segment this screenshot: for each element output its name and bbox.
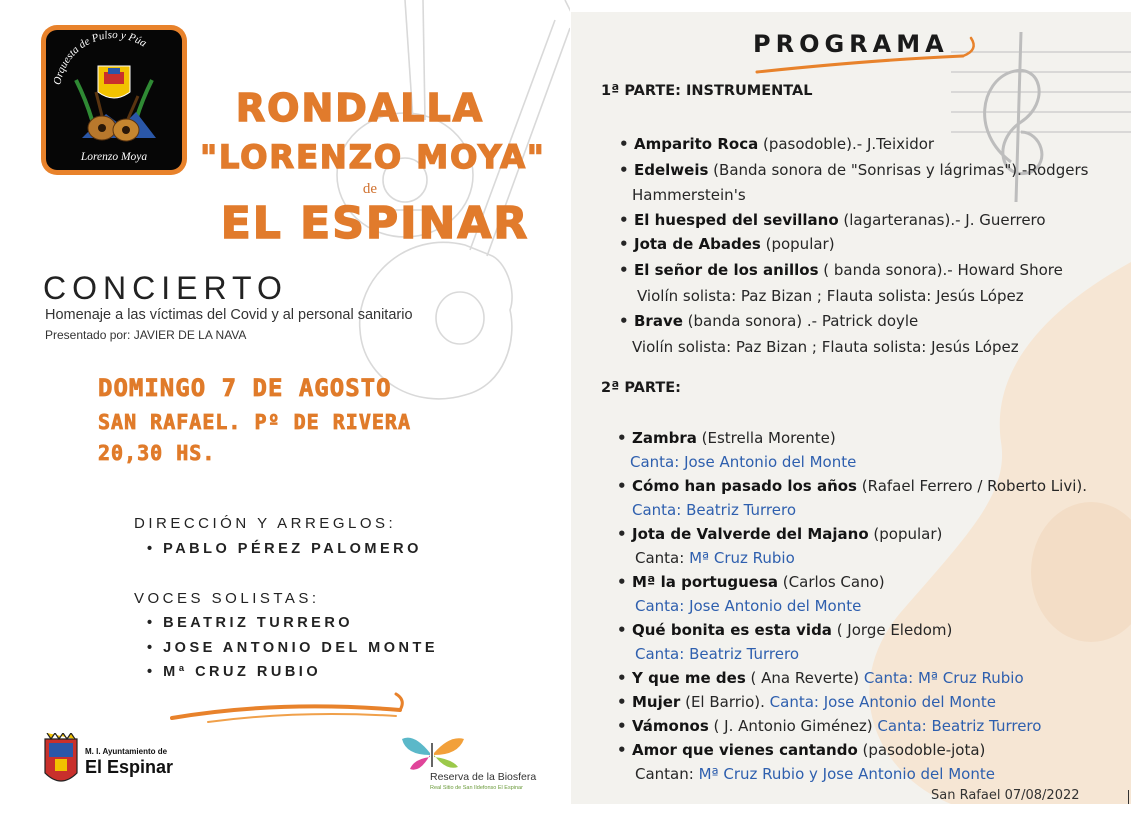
program-item-singer: Canta: Beatriz Turrero: [632, 501, 797, 519]
program-item: • Brave (banda sonora) .- Patrick doyle: [619, 312, 919, 330]
program-item-singer: Canta: Beatriz Turrero: [635, 645, 800, 663]
biosphere-title: Reserva de la Biosfera: [430, 771, 537, 783]
program-item: • Amor que vienes cantando (pasodoble-jota): [617, 741, 986, 759]
program-item-singer: Canta: Mª Cruz Rubio: [635, 549, 795, 567]
concert-tribute: Homenaje a las víctimas del Covid y al personal sanitario: [45, 307, 413, 323]
text-cursor-icon: [1128, 790, 1129, 804]
program-item: • Mª la portuguesa (Carlos Cano): [617, 573, 885, 591]
orchestra-logo: [41, 25, 187, 175]
program-item: • Edelweis (Banda sonora de "Sonrisas y lágrimas").-Rodgers: [619, 161, 1089, 179]
program-panel: [571, 12, 1131, 804]
poster-left-panel: [0, 0, 570, 814]
program-item-continuation: Violín solista: Paz Bizan ; Flauta solista: Jesús López: [632, 338, 1019, 356]
orchestra-emblem-icon: [46, 30, 182, 170]
program-item-singer: Canta: Jose Antonio del Monte: [630, 453, 857, 471]
date-day: DOMINGO 7 DE AGOSTO: [98, 374, 392, 402]
logo-arc-text: Orquesta de Pulso y Púa: [51, 30, 149, 86]
title-line-de: de: [362, 181, 378, 197]
soloist-name: • Mª CRUZ RUBIO: [147, 664, 322, 680]
program-item: • Cómo han pasado los años (Rafael Ferrero / Roberto Livi).: [617, 477, 1087, 495]
program-item: • Jota de Abades (popular): [619, 235, 835, 253]
part-one-title: 1ª PARTE: INSTRUMENTAL: [601, 83, 813, 99]
program-item-singer: Cantan: Mª Cruz Rubio y Jose Antonio del Monte: [635, 765, 995, 783]
program-item-continuation: Hammerstein's: [632, 186, 746, 204]
logo-bottom-text: Lorenzo Moya: [80, 151, 148, 163]
butterfly-icon: [400, 733, 470, 773]
soloist-name: • JOSE ANTONIO DEL MONTE: [147, 640, 439, 656]
program-item-singer: Canta: Jose Antonio del Monte: [635, 597, 862, 615]
program-item: • Qué bonita es esta vida ( Jorge Eledom): [617, 621, 953, 639]
date-place: SAN RAFAEL. Pº DE RIVERA: [98, 410, 411, 434]
date-time: 20,30 HS.: [98, 441, 216, 465]
program-item-continuation: Violín solista: Paz Bizan ; Flauta solista: Jesús López: [637, 287, 1024, 305]
concert-presenter: Presentado por: JAVIER DE LA NAVA: [45, 328, 247, 342]
soloist-name: • BEATRIZ TURRERO: [147, 615, 354, 631]
title-line-el-espinar: EL ESPINAR: [220, 198, 530, 249]
title-line-lorenzo-moya: "LORENZO MOYA": [200, 138, 546, 176]
biosphere-subtitle: Real Sitio de San Ildefonso El Espinar: [430, 785, 523, 791]
concert-heading: CONCIERTO: [43, 270, 288, 306]
program-item: • El señor de los anillos ( banda sonora).- Howard Shore: [619, 261, 1063, 279]
biosphere-reserve-logo: [400, 733, 535, 795]
program-item: • Amparito Roca (pasodoble).- J.Teixidor: [619, 135, 935, 153]
program-item: • Vámonos ( J. Antonio Giménez) Canta: Beatriz Turrero: [617, 717, 1042, 735]
part-two-title: 2ª PARTE:: [601, 380, 681, 396]
director-name: • PABLO PÉREZ PALOMERO: [147, 541, 422, 557]
program-item: • Y que me des ( Ana Reverte) Canta: Mª Cruz Rubio: [617, 669, 1024, 687]
program-heading: PROGRAMA: [753, 30, 949, 58]
direction-label: DIRECCIÓN Y ARREGLOS:: [134, 515, 397, 532]
orange-swoosh-divider: [168, 692, 408, 728]
title-line-rondalla: RONDALLA: [235, 86, 485, 130]
town-hall-name: El Espinar: [85, 757, 174, 777]
program-item: • Jota de Valverde del Majano (popular): [617, 525, 943, 543]
program-item: • Mujer (El Barrio). Canta: Jose Antonio del Monte: [617, 693, 997, 711]
soloists-label: VOCES SOLISTAS:: [134, 590, 320, 607]
town-hall-logo: [43, 733, 203, 793]
town-shield-icon: [43, 733, 79, 789]
program-item: • Zambra (Estrella Morente): [617, 429, 836, 447]
town-hall-label: M. I. Ayuntamiento de: [85, 747, 168, 756]
program-item: • El huesped del sevillano (lagarteranas).- J. Guerrero: [619, 211, 1046, 229]
footer-date: San Rafael 07/08/2022: [931, 788, 1080, 803]
